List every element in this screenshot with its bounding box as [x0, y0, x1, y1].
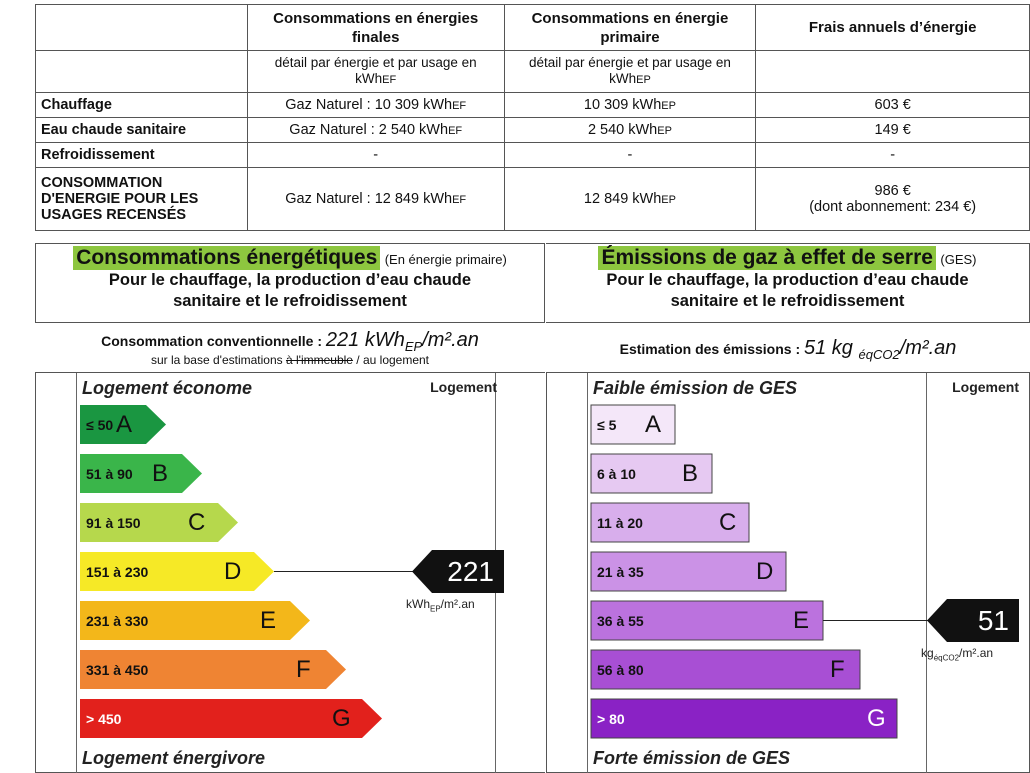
row-primary: 2 540 kWhEP — [504, 118, 756, 143]
rating-bar-d — [80, 552, 274, 591]
table-row — [36, 93, 1030, 118]
row-primary: - — [504, 143, 756, 168]
row-cost: - — [756, 143, 1030, 168]
rating-bar-f — [591, 650, 860, 689]
row-label: CONSOMMATION D'ENERGIE POUR LES USAGES RECENSÉS — [36, 168, 248, 231]
value-box: 221 — [447, 555, 494, 587]
ges-logement-label: Logement — [952, 379, 1019, 395]
rating-bar-c — [591, 503, 749, 542]
rating-range: > 450 — [86, 710, 122, 727]
rating-bar-e — [80, 601, 310, 640]
rating-letter: A — [116, 410, 133, 438]
value-unit: kWh$_{EP}$/m².an — [406, 597, 475, 614]
table-row — [36, 118, 1030, 143]
row-final: Gaz Naturel : 2 540 kWhEF — [247, 118, 504, 143]
ges-estimate: Estimation des émissions : 51 kg $_{éqCO2}$/m².an — [619, 337, 957, 362]
rating-letter: B — [682, 459, 699, 487]
table-row — [36, 168, 1030, 231]
table-row — [36, 143, 1030, 168]
row-final: Gaz Naturel : 12 849 kWhEF — [247, 168, 504, 231]
energy-title: Consommations énergétiques — [73, 246, 380, 270]
rating-bar-g — [80, 699, 382, 738]
rating-letter: G — [867, 704, 886, 732]
ges-scale-bottom: Forte émission de GES — [593, 748, 791, 768]
rating-range: ≤ 5 — [597, 416, 617, 433]
ges-subtitle-1: Pour le chauffage, la production d’eau chaude — [606, 271, 969, 289]
table-header-row — [36, 5, 1030, 51]
energy-title-note: (En énergie primaire) — [384, 252, 507, 267]
row-final: Gaz Naturel : 10 309 kWhEF — [247, 93, 504, 118]
rating-bar-b — [80, 454, 202, 493]
row-label: Chauffage — [36, 93, 248, 118]
rating-letter: D — [756, 557, 774, 585]
subheader-final: détail par énergie et par usage en kWhEF — [247, 51, 504, 93]
subheader-cost — [756, 51, 1030, 93]
rating-letter: B — [152, 459, 169, 487]
row-cost: 603 € — [756, 93, 1030, 118]
ges-title: Émissions de gaz à effet de serre — [598, 246, 935, 270]
row-label: Refroidissement — [36, 143, 248, 168]
ges-header — [546, 243, 1030, 323]
consumption-table — [35, 4, 1030, 231]
ges-label-box — [546, 372, 1030, 773]
value-box: 51 — [977, 604, 1009, 636]
rating-range: ≤ 50 — [86, 416, 114, 433]
rating-letter: C — [188, 508, 206, 536]
rating-letter: F — [296, 655, 311, 683]
rating-letter: G — [332, 704, 351, 732]
rating-bar-e — [591, 601, 823, 640]
rating-letter: A — [645, 410, 662, 438]
energy-label-box — [35, 372, 545, 773]
rating-letter: C — [719, 508, 737, 536]
row-primary: 10 309 kWhEP — [504, 93, 756, 118]
energy-basis: sur la base d'estimations à l'immeuble / au logement — [150, 353, 430, 367]
subheader-empty — [36, 51, 248, 93]
ges-title-note: (GES) — [940, 252, 977, 267]
ges-scale-top: Faible émission de GES — [593, 378, 798, 398]
energy-estimate: Consommation conventionnelle : 221 kWh$_{EP}$/m².an sur la base d'estimations à l'immeuble / au logement — [35, 323, 545, 371]
rating-range: 6 à 10 — [597, 465, 636, 482]
rating-bar-a — [591, 405, 675, 444]
ges-subtitle-2: sanitaire et le refroidissement — [670, 292, 905, 310]
rating-range: 51 à 90 — [86, 465, 133, 482]
header-primary: Consommations en énergie primaire — [504, 5, 756, 51]
value-unit: $kg_{éqCO2}/m^2.an$ — [921, 646, 994, 663]
rating-bar-a — [80, 405, 166, 444]
rating-letter: E — [793, 606, 810, 634]
energy-header — [35, 243, 545, 323]
energy-panel — [35, 243, 545, 773]
table-subheader-row — [36, 51, 1030, 93]
rating-range: 331 à 450 — [86, 661, 149, 678]
rating-range: 36 à 55 — [597, 612, 644, 629]
header-cost: Frais annuels d’énergie — [756, 5, 1030, 51]
row-final: - — [247, 143, 504, 168]
rating-range: > 80 — [597, 710, 625, 727]
rating-bar-d — [591, 552, 786, 591]
rating-range: 231 à 330 — [86, 612, 149, 629]
row-cost: 986 € (dont abonnement: 234 €) — [756, 168, 1030, 231]
header-empty — [36, 5, 248, 51]
row-label: Eau chaude sanitaire — [36, 118, 248, 143]
energy-subtitle-2: sanitaire et le refroidissement — [173, 292, 407, 310]
energy-scale-top: Logement économe — [82, 378, 253, 398]
rating-range: 151 à 230 — [86, 563, 149, 580]
rating-bar-c — [80, 503, 238, 542]
energy-scale-bottom: Logement énergivore — [82, 748, 266, 768]
rating-bar-g — [591, 699, 897, 738]
subheader-primary: détail par énergie et par usage en kWhEP — [504, 51, 756, 93]
row-cost: 149 € — [756, 118, 1030, 143]
rating-range: 56 à 80 — [597, 661, 644, 678]
rating-bar-b — [591, 454, 712, 493]
rating-bar-f — [80, 650, 346, 689]
rating-letter: E — [260, 606, 277, 634]
energy-logement-label: Logement — [430, 379, 497, 395]
value-leader-line — [274, 571, 432, 572]
energy-subtitle-1: Pour le chauffage, la production d’eau chaude — [108, 271, 472, 289]
header-final: Consommations en énergies finales — [247, 5, 504, 51]
rating-range: 11 à 20 — [597, 514, 643, 531]
ges-panel — [546, 243, 1030, 773]
rating-range: 21 à 35 — [597, 563, 644, 580]
row-primary: 12 849 kWhEP — [504, 168, 756, 231]
rating-range: 91 à 150 — [86, 514, 141, 531]
rating-letter: F — [830, 655, 845, 683]
rating-letter: D — [224, 557, 242, 585]
